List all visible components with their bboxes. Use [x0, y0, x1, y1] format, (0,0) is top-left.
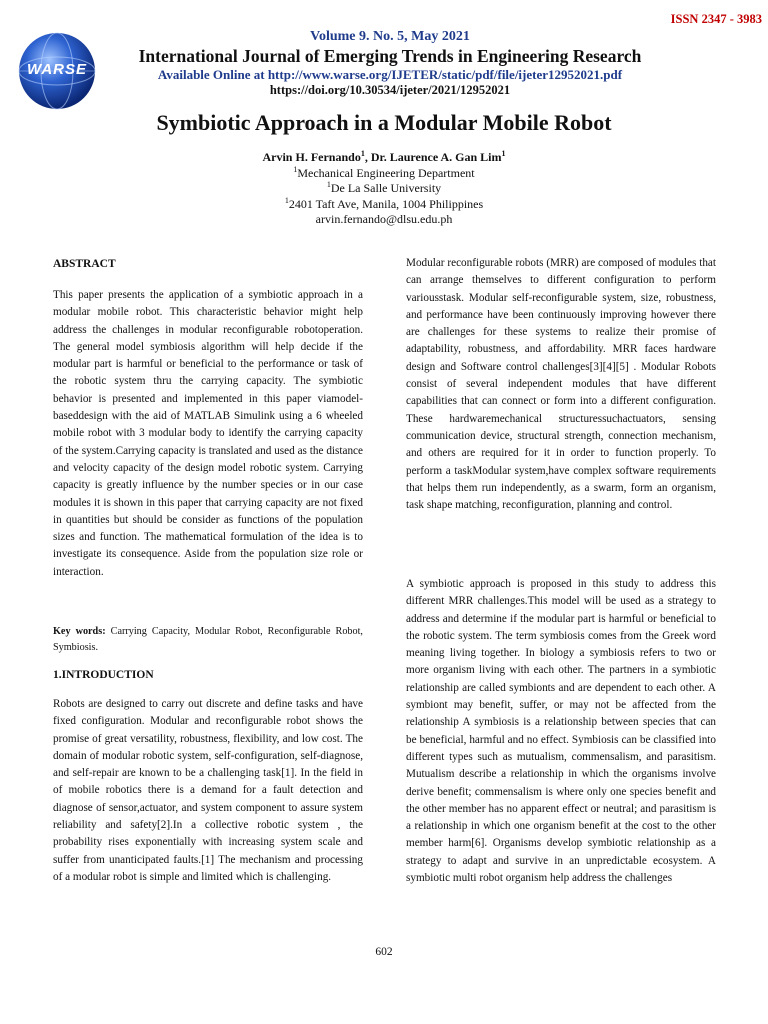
doi-link[interactable]: https://doi.org/10.30534/ijeter/2021/12952021: [269, 83, 511, 97]
volume-line: Volume 9. No. 5, May 2021: [310, 29, 470, 44]
journal-name: International Journal of Emerging Trends in Engineering Research: [138, 46, 642, 66]
keywords-text: Carrying Capacity, Modular Robot, Reconfigurable Robot, Symbiosis.: [53, 626, 363, 653]
warse-logo: [16, 30, 98, 112]
issn-label: ISSN 2347 - 3983: [670, 12, 762, 26]
intro-text: Robots are designed to carry out discrete and define tasks and have fixed configuration. Modular and reconfigurable robot shows the promise of great versatility, robustness, flexibility, and low cost. The domain of modular robotic system, self-configuration, self-diagnose, and self-repair are known to be a challenging task[1]. In the field in of mobile robotics there is a demand for a fault detection and diagnose of sensor,actuator, and system component to assure system reliability and safety[2].In a collective robotic system , the probability rises exponentially with increasing system scale and suffer from unanticipated faults.[1] The mechanism and processing of a modular robot is simple and limited which is challenging.: [53, 698, 363, 883]
available-online-link[interactable]: Available Online at http://www.warse.org/IJETER/static/pdf/file/ijeter12952021.pdf: [157, 67, 623, 82]
logo-text: WARSE: [26, 61, 87, 78]
affiliation-mark: 1: [360, 149, 365, 158]
right-paragraph-2: A symbiotic approach is proposed in this study to address this different MRR challenges.This model will be used as a strategy to address and determine if the modular part is harmful or beneficial to the robotic system. The term symbiosis comes from the Greek word meaning living together. In biology a symbiosis refers to two or more organism living with each other. The partners in a symbiotic relationship are called symbionts and are dependent to each other. A symbiont may benefit, suffer, or may not be affected from the relationship A symbiosis is a relationship between species that can be beneficial, harmful and no effect. Symbiosis can be classified into different types such as mutualism, commensalism, and parasitism. Mutualism describe a relationship in which the organisms involve derive benefit; commensalism is where only one species benefit and the other member has no apparent effect or neutral; and parasitism is a relationship in which one organism benefit at the cost to the other member harm[6]. Organisms develop symbiotic relationship as a strategy to adapt and survive in an unpredictable ecosystem. A symbiotic multi robot organism help address the challenges: [406, 578, 716, 885]
author-names: [160, 150, 608, 166]
affiliation-address: $^1$2401 Taft Ave, Manila, 1004 Philippines: [284, 195, 484, 211]
keywords-label: Key words:: [53, 626, 106, 637]
affiliation-department: $^1$Mechanical Engineering Department: [293, 164, 475, 180]
paper-title: Symbiotic Approach in a Modular Mobile Robot: [156, 110, 612, 135]
abstract-heading: ABSTRACT: [53, 258, 116, 270]
affiliation-mark: 1: [501, 149, 506, 158]
affiliation-university: $^1$De La Salle University: [326, 180, 442, 195]
right-paragraph-1: Modular reconfigurable robots (MRR) are composed of modules that can arrange themselves to different configuration to perform variousstask. Modular self-reconfigurable system, size, robustness, and performance have been continuously improving however there are challenges for these systems to realize their promise of adaptability, robustness, and affordability. MRR faces hardware design and Software control challenges[3][4][5] . Modular Robots consist of several independent modules that have different capabilities that can connect or form into a different configuration. These hardwaremechanical structuressuchactuators, sensing communication device, structural strength, connection mechanism, and others are required for it in order to function properly. To perform a taskModular system,have complex software requirements that helps them run independently, as a swarm, form an organism, task shape matching, reconfiguration, planning and control.: [406, 257, 716, 512]
author-1: Arvin H. Fernando: [262, 150, 361, 164]
abstract-text: This paper presents the application of a symbiotic approach in a modular mobile robot. This characteristic behavior might help address the challenges in modular reconfigurable robotoperation. The general model symbiosis algorithm will help decide if the modular part is harmful or beneficial to the performance or task of the robotic system thru the carrying capacity. The symbiotic behavior is presented and implemented in this paper viamodel-baseddesign with the aid of MATLAB Simulink using a 6 wheeled mobile robot with 3 modular body to identify the carrying capacity of the system.Carrying capacity is translated and used as the distance and velocity capacity of the design model robotic system. Carrying capacity is greatly influence by the number species or in our case modules it is shown in this paper that carrying capacity are not fixed in quantities but should be consider as functions of the population sizes and function. The mathematical formulation of the idea is to investigate its consequence. Aside from the population size role or interaction.: [53, 289, 363, 578]
page-number: 602: [375, 946, 393, 958]
author-block: [160, 150, 608, 228]
keywords: [53, 624, 363, 656]
author-2: , Dr. Laurence A. Gan Lim: [364, 150, 502, 164]
intro-heading: 1.INTRODUCTION: [53, 669, 154, 681]
author-email[interactable]: arvin.fernando@dlsu.edu.ph: [315, 212, 453, 226]
